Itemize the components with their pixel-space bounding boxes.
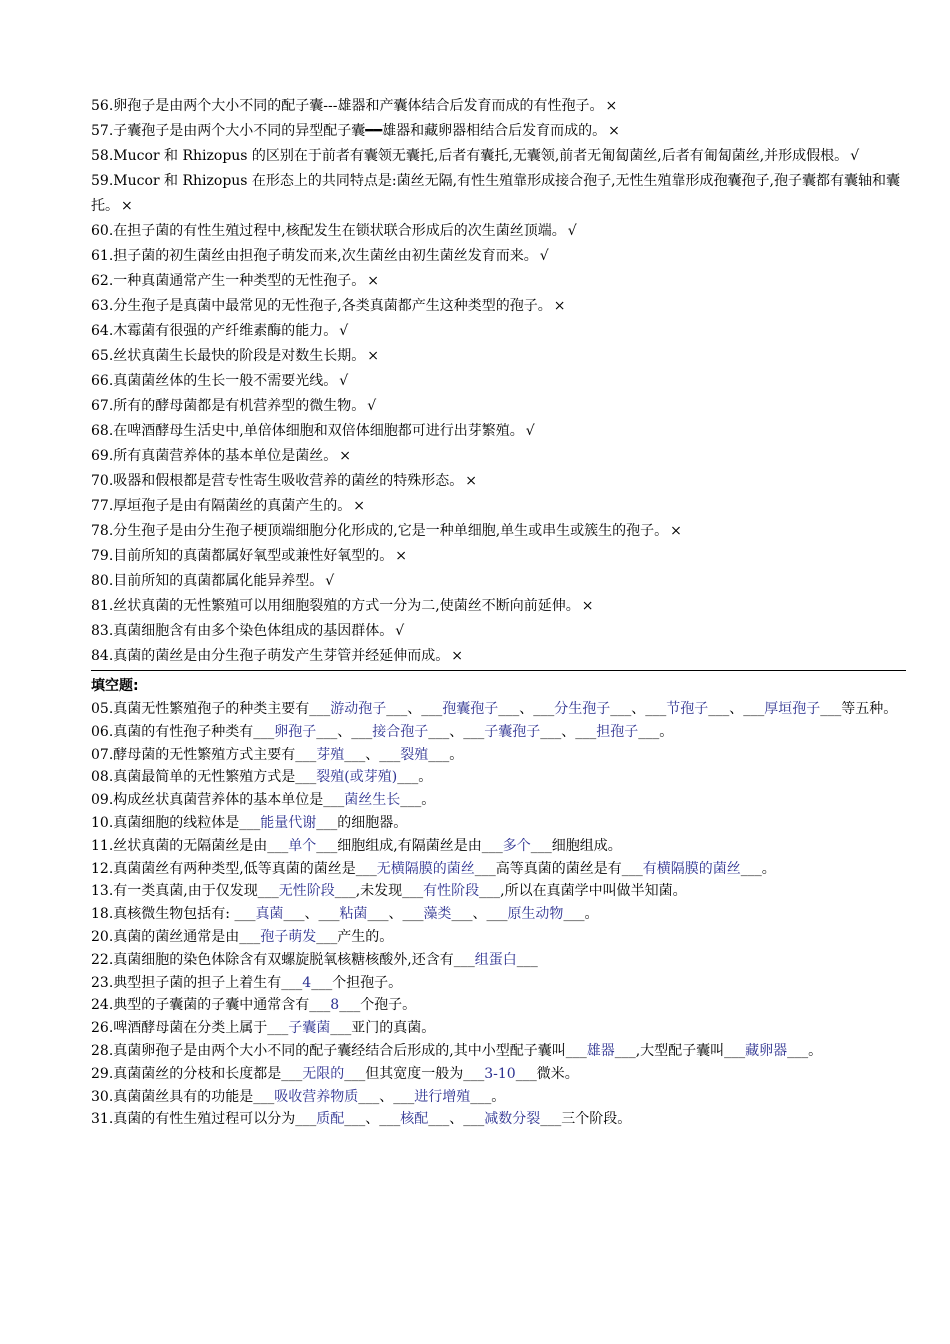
question-text: 57.子囊孢子是由两个大小不同的异型配子囊━━雄器和藏卵器相结合后发育而成的。 — [91, 123, 607, 139]
blank-line: ___ — [428, 723, 450, 740]
blank-line: ___ — [743, 701, 765, 717]
true-false-item — [91, 444, 906, 469]
fill-blank-item — [91, 721, 906, 744]
blank-line: ___ — [379, 746, 401, 763]
question-text: 、 — [561, 723, 576, 740]
question-text: 78.分生孢子是由分生孢子梗顶端细胞分化形成的,它是一种单细胞,单生或串生或簇生的孢子。 — [91, 523, 669, 539]
true-false-item — [91, 119, 906, 144]
true-false-item — [91, 144, 906, 169]
question-text: 。 — [449, 746, 464, 763]
blank-line: ___ — [295, 1111, 317, 1128]
blank-line: ___ — [486, 906, 508, 923]
question-text: 05.真菌无性繁殖孢子的种类主要有 — [91, 701, 310, 717]
answer-mark: × — [670, 523, 682, 539]
fill-blank-item — [91, 789, 906, 812]
answer-mark: √ — [395, 623, 405, 639]
question-text: 、 — [519, 701, 534, 717]
answer-mark: √ — [367, 398, 377, 414]
question-text: 70.吸器和假根都是营专性寄生吸收营养的菌丝的特殊形态。 — [91, 473, 464, 489]
blank-line: ___ — [316, 814, 338, 831]
fill-blank-list — [91, 698, 906, 1131]
blank-line: ___ — [295, 769, 317, 786]
fill-blank-item — [91, 949, 906, 972]
blank-line: ___ — [323, 792, 345, 809]
question-text: 、 — [337, 723, 352, 740]
true-false-item — [91, 369, 906, 394]
answer-mark: × — [605, 98, 618, 114]
question-text: 58.Mucor 和 Rhizopus 的区别在于前者有囊领无囊托,后者有囊托,无囊领,前者无匍匐菌丝,后者有匍匐菌丝,并形成假根。 — [91, 148, 849, 164]
answer-text: 3-10 — [484, 1065, 516, 1082]
answer-text: 孢子萌发 — [260, 928, 317, 945]
question-text: 06.真菌的有性孢子种类有 — [91, 723, 254, 740]
answer-text: 核配 — [400, 1111, 429, 1128]
answer-mark: × — [121, 198, 133, 214]
blank-line: ___ — [351, 723, 373, 740]
answer-text: 芽殖 — [316, 746, 345, 763]
true-false-item — [91, 569, 906, 594]
blank-line: ___ — [645, 701, 667, 717]
blank-line: ___ — [253, 723, 275, 740]
answer-text: 4 — [302, 974, 312, 991]
answer-mark: × — [367, 348, 379, 364]
answer-text: 有性阶段 — [423, 883, 480, 900]
blank-line: ___ — [295, 746, 317, 763]
answer-text: 多个 — [502, 837, 531, 854]
blank-line: ___ — [367, 906, 389, 923]
true-false-item — [91, 94, 906, 119]
blank-line: ___ — [397, 769, 419, 786]
true-false-item — [91, 394, 906, 419]
question-text: ,未发现 — [355, 883, 403, 900]
question-text: 09.构成丝状真菌营养体的基本单位是 — [91, 792, 324, 809]
blank-line: ___ — [402, 906, 424, 923]
answer-text: 减数分裂 — [484, 1111, 541, 1128]
blank-line: ___ — [344, 1111, 366, 1128]
answer-text: 雄器 — [586, 1042, 615, 1059]
blank-line: ___ — [563, 906, 585, 923]
question-text: 等五种。 — [841, 701, 898, 717]
answer-mark: √ — [850, 148, 860, 164]
answer-mark: √ — [339, 373, 349, 389]
answer-mark: × — [553, 298, 566, 314]
fill-blank-item — [91, 972, 906, 995]
blank-line: ___ — [344, 746, 366, 763]
blank-line: ___ — [281, 974, 303, 991]
question-text: 。 — [761, 860, 776, 877]
blank-line: ___ — [428, 1111, 450, 1128]
blank-line: ___ — [309, 997, 331, 1014]
question-text: 的细胞器。 — [337, 814, 408, 831]
answer-text: 单个 — [288, 837, 317, 854]
fill-blank-item — [91, 1086, 906, 1109]
blank-line: ___ — [740, 860, 762, 877]
question-text: 细胞组成,有隔菌丝是由 — [337, 837, 482, 854]
question-text: 22.真菌细胞的染色体除含有双螺旋脱氧核糖核酸外,还含有 — [91, 951, 454, 968]
answer-text: 进行增殖 — [414, 1088, 471, 1105]
answer-text: 孢囊孢子 — [442, 701, 499, 717]
blank-line: ___ — [267, 837, 289, 854]
blank-line: ___ — [267, 1020, 289, 1037]
answer-text: 真菌 — [255, 906, 284, 923]
question-text: 56.卵孢子是由两个大小不同的配子囊---雄器和产囊体结合后发育而成的有性孢子。 — [91, 98, 604, 114]
blank-line: ___ — [283, 906, 305, 923]
answer-text: 裂殖 — [400, 746, 429, 763]
answer-text: 藻类 — [423, 906, 452, 923]
question-text: 62.一种真菌通常产生一种类型的无性孢子。 — [91, 273, 366, 289]
question-text: 、 — [379, 1088, 394, 1105]
blank-line: ___ — [330, 1020, 352, 1037]
answer-mark: × — [339, 448, 351, 464]
question-text: 三个阶段。 — [561, 1111, 632, 1128]
answer-text: 质配 — [316, 1111, 345, 1128]
question-text: 、 — [631, 701, 646, 717]
blank-line: ___ — [481, 837, 503, 854]
question-text: 、 — [388, 906, 403, 923]
answer-text: 无限的 — [302, 1065, 345, 1082]
question-text: 59.Mucor 和 Rhizopus 在形态上的共同特点是:菌丝无隔,有性生殖靠形成接合孢子,无性生殖靠形成孢囊孢子,孢子囊都有囊轴和囊托。 — [91, 173, 900, 214]
answer-mark: √ — [325, 573, 335, 589]
blank-line: ___ — [393, 1088, 415, 1105]
answer-text: 菌丝生长 — [344, 792, 401, 809]
answer-mark: × — [395, 548, 407, 564]
answer-text: 吸收营养物质 — [274, 1088, 359, 1105]
question-text: 81.丝状真菌的无性繁殖可以用细胞裂殖的方式一分为二,使菌丝不断向前延伸。 — [91, 598, 580, 614]
blank-line: ___ — [386, 701, 408, 717]
blank-line: ___ — [540, 723, 562, 740]
blank-line: ___ — [379, 1111, 401, 1128]
fill-blank-item — [91, 903, 906, 926]
question-text: 11.丝状真菌的无隔菌丝是由 — [91, 837, 268, 854]
answer-mark: √ — [567, 223, 577, 239]
answer-text: 卵孢子 — [274, 723, 317, 740]
blank-line: ___ — [638, 723, 660, 740]
answer-text: 粘菌 — [339, 906, 368, 923]
question-text: ,所以在真菌学中叫做半知菌。 — [500, 883, 687, 900]
blank-line: ___ — [400, 792, 422, 809]
question-text: 、 — [365, 1111, 380, 1128]
question-text: 84.真菌的菌丝是由分生孢子萌发产生芽管并经延伸而成。 — [91, 648, 450, 664]
question-text: 20.真菌的菌丝通常是由 — [91, 928, 240, 945]
question-text: 83.真菌细胞含有由多个染色体组成的基因群体。 — [91, 623, 394, 639]
blank-line: ___ — [724, 1042, 746, 1059]
question-text: 08.真菌最简单的无性繁殖方式是 — [91, 769, 296, 786]
answer-text: 担孢子 — [596, 723, 639, 740]
blank-line: ___ — [334, 883, 356, 900]
blank-line: ___ — [421, 701, 443, 717]
answer-mark: × — [353, 498, 365, 514]
blank-line: ___ — [463, 723, 485, 740]
true-false-item — [91, 594, 906, 619]
question-text: 但其宽度一般为 — [365, 1065, 464, 1082]
question-text: 66.真菌菌丝体的生长一般不需要光线。 — [91, 373, 338, 389]
question-text: 。 — [421, 792, 436, 809]
fill-blank-item — [91, 994, 906, 1017]
fill-blank-heading: 填空题: — [91, 678, 139, 694]
question-text: 、 — [365, 746, 380, 763]
answer-text: 组蛋白 — [474, 951, 517, 968]
question-text: 细胞组成。 — [551, 837, 622, 854]
fill-blank-item — [91, 1040, 906, 1063]
blank-line: ___ — [402, 883, 424, 900]
true-false-item — [91, 494, 906, 519]
question-text: 31.真菌的有性生殖过程可以分为 — [91, 1111, 296, 1128]
question-text: 微米。 — [536, 1065, 579, 1082]
blank-line: ___ — [515, 1065, 537, 1082]
question-text: 。 — [808, 1042, 823, 1059]
fill-blank-item — [91, 858, 906, 881]
blank-line: ___ — [453, 951, 475, 968]
true-false-item — [91, 469, 906, 494]
question-text: 29.真菌菌丝的分枝和长度都是 — [91, 1065, 282, 1082]
blank-line: ___ — [428, 746, 450, 763]
blank-line: ___ — [470, 1088, 492, 1105]
question-text: 24.典型的子囊菌的子囊中通常含有 — [91, 997, 310, 1014]
answer-text: 接合孢子 — [372, 723, 429, 740]
question-text: 个孢子。 — [360, 997, 417, 1014]
answer-text: 原生动物 — [507, 906, 564, 923]
blank-line: ___ — [358, 1088, 380, 1105]
true-false-item — [91, 644, 906, 669]
question-text: 69.所有真菌营养体的基本单位是菌丝。 — [91, 448, 338, 464]
fill-blank-item — [91, 926, 906, 949]
question-text: 。 — [418, 769, 433, 786]
fill-blank-item — [91, 880, 906, 903]
blank-line: ___ — [239, 928, 261, 945]
answer-text: 能量代谢 — [260, 814, 317, 831]
answer-text: 游动孢子 — [330, 701, 387, 717]
true-false-item — [91, 419, 906, 444]
answer-mark: × — [465, 473, 477, 489]
blank-line: ___ — [311, 974, 333, 991]
question-text: 60.在担子菌的有性生殖过程中,核配发生在锁状联合形成后的次生菌丝顶端。 — [91, 223, 566, 239]
question-text: 高等真菌的菌丝是有 — [495, 860, 622, 877]
true-false-item — [91, 619, 906, 644]
question-text: 、 — [449, 1111, 464, 1128]
question-text: 13.有一类真菌,由于仅发现 — [91, 883, 258, 900]
question-text: 。 — [491, 1088, 506, 1105]
question-text: 12.真菌菌丝有两种类型,低等真菌的菌丝是 — [91, 860, 356, 877]
blank-line: ___ — [253, 1088, 275, 1105]
blank-line: ___ — [708, 701, 730, 717]
question-text: 23.典型担子菌的担子上着生有 — [91, 974, 282, 991]
answer-text: 无横隔膜的菌丝 — [376, 860, 475, 877]
blank-line: ___ — [316, 723, 338, 740]
blank-line: ___ — [355, 860, 377, 877]
question-text: 68.在啤酒酵母生活史中,单倍体细胞和双倍体细胞都可进行出芽繁殖。 — [91, 423, 524, 439]
fill-blank-item — [91, 835, 906, 858]
question-text: 、 — [407, 701, 422, 717]
answer-text: 藏卵器 — [745, 1042, 788, 1059]
blank-line: ___ — [316, 837, 338, 854]
blank-line: ___ — [498, 701, 520, 717]
question-text: 61.担子菌的初生菌丝由担孢子萌发而来,次生菌丝由初生菌丝发育而来。 — [91, 248, 538, 264]
true-false-list — [91, 94, 906, 669]
answer-mark: √ — [525, 423, 535, 439]
blank-line: ___ — [575, 723, 597, 740]
blank-line: ___ — [533, 701, 555, 717]
fill-blank-item — [91, 1017, 906, 1040]
question-text: 64.木霉菌有很强的产纤维素酶的能力。 — [91, 323, 338, 339]
answer-mark: √ — [539, 248, 549, 264]
fill-blank-item — [91, 1063, 906, 1086]
answer-text: 子囊孢子 — [484, 723, 541, 740]
fill-blank-item — [91, 744, 906, 767]
true-false-item — [91, 544, 906, 569]
true-false-item — [91, 294, 906, 319]
answer-text: 无性阶段 — [278, 883, 335, 900]
question-text: 、 — [729, 701, 744, 717]
answer-text: 裂殖(或芽殖) — [316, 769, 398, 786]
blank-line: ___ — [474, 860, 496, 877]
blank-line: ___ — [281, 1065, 303, 1082]
blank-line: ___ — [451, 906, 473, 923]
true-false-item — [91, 319, 906, 344]
answer-text: 分生孢子 — [554, 701, 611, 717]
question-text: 。 — [659, 723, 674, 740]
answer-mark: × — [451, 648, 463, 664]
fill-blank-item — [91, 1108, 906, 1131]
blank-line: ___ — [463, 1111, 485, 1128]
blank-line: ___ — [309, 701, 331, 717]
answer-mark: √ — [339, 323, 349, 339]
question-text: 63.分生孢子是真菌中最常见的无性孢子,各类真菌都产生这种类型的孢子。 — [91, 298, 552, 314]
blank-line: ___ — [463, 1065, 485, 1082]
blank-line: ___ — [565, 1042, 587, 1059]
question-text: 28.真菌卵孢子是由两个大小不同的配子囊经结合后形成的,其中小型配子囊叫 — [91, 1042, 566, 1059]
answer-mark: × — [367, 273, 379, 289]
answer-mark: × — [581, 598, 594, 614]
answer-text: 厚垣孢子 — [764, 701, 821, 717]
question-text: 80.目前所知的真菌都属化能异养型。 — [91, 573, 324, 589]
question-text: 18.真核微生物包括有: — [91, 906, 235, 923]
blank-line: ___ — [787, 1042, 809, 1059]
blank-line: ___ — [516, 951, 538, 968]
question-text: 产生的。 — [337, 928, 394, 945]
blank-line: ___ — [344, 1065, 366, 1082]
blank-line: ___ — [239, 814, 261, 831]
true-false-item — [91, 519, 906, 544]
blank-line: ___ — [614, 1042, 636, 1059]
blank-line: ___ — [621, 860, 643, 877]
blank-line: ___ — [530, 837, 552, 854]
blank-line: ___ — [318, 906, 340, 923]
question-text: 77.厚垣孢子是由有隔菌丝的真菌产生的。 — [91, 498, 352, 514]
question-text: 、 — [449, 723, 464, 740]
fill-blank-item — [91, 766, 906, 789]
answer-text: 节孢子 — [666, 701, 709, 717]
answer-text: 有横隔膜的菌丝 — [642, 860, 741, 877]
question-text: 07.酵母菌的无性繁殖方式主要有 — [91, 746, 296, 763]
true-false-item — [91, 219, 906, 244]
blank-line: ___ — [479, 883, 501, 900]
question-text: 亚门的真菌。 — [351, 1020, 436, 1037]
question-text: 、 — [472, 906, 487, 923]
question-text: 个担孢子。 — [332, 974, 403, 991]
question-text: 、 — [304, 906, 319, 923]
blank-line: ___ — [316, 928, 338, 945]
question-text: 30.真菌菌丝具有的功能是 — [91, 1088, 254, 1105]
question-text: ,大型配子囊叫 — [635, 1042, 725, 1059]
true-false-item — [91, 244, 906, 269]
blank-line: ___ — [610, 701, 632, 717]
question-text: 65.丝状真菌生长最快的阶段是对数生长期。 — [91, 348, 366, 364]
blank-line: ___ — [257, 883, 279, 900]
blank-line: ___ — [234, 906, 256, 923]
blank-line: ___ — [540, 1111, 562, 1128]
true-false-item — [91, 169, 906, 219]
answer-text: 子囊菌 — [288, 1020, 331, 1037]
true-false-item — [91, 344, 906, 369]
answer-mark: × — [608, 123, 620, 139]
question-text: 26.啤酒酵母菌在分类上属于 — [91, 1020, 268, 1037]
question-text: 79.目前所知的真菌都属好氧型或兼性好氧型的。 — [91, 548, 394, 564]
blank-line: ___ — [339, 997, 361, 1014]
true-false-item — [91, 269, 906, 294]
question-text: 。 — [584, 906, 599, 923]
fill-blank-item — [91, 698, 906, 721]
section-divider — [91, 670, 906, 671]
answer-text: 8 — [330, 997, 340, 1014]
question-text: 10.真菌细胞的线粒体是 — [91, 814, 240, 831]
blank-line: ___ — [820, 701, 842, 717]
question-text: 67.所有的酵母菌都是有机营养型的微生物。 — [91, 398, 366, 414]
fill-blank-item — [91, 812, 906, 835]
